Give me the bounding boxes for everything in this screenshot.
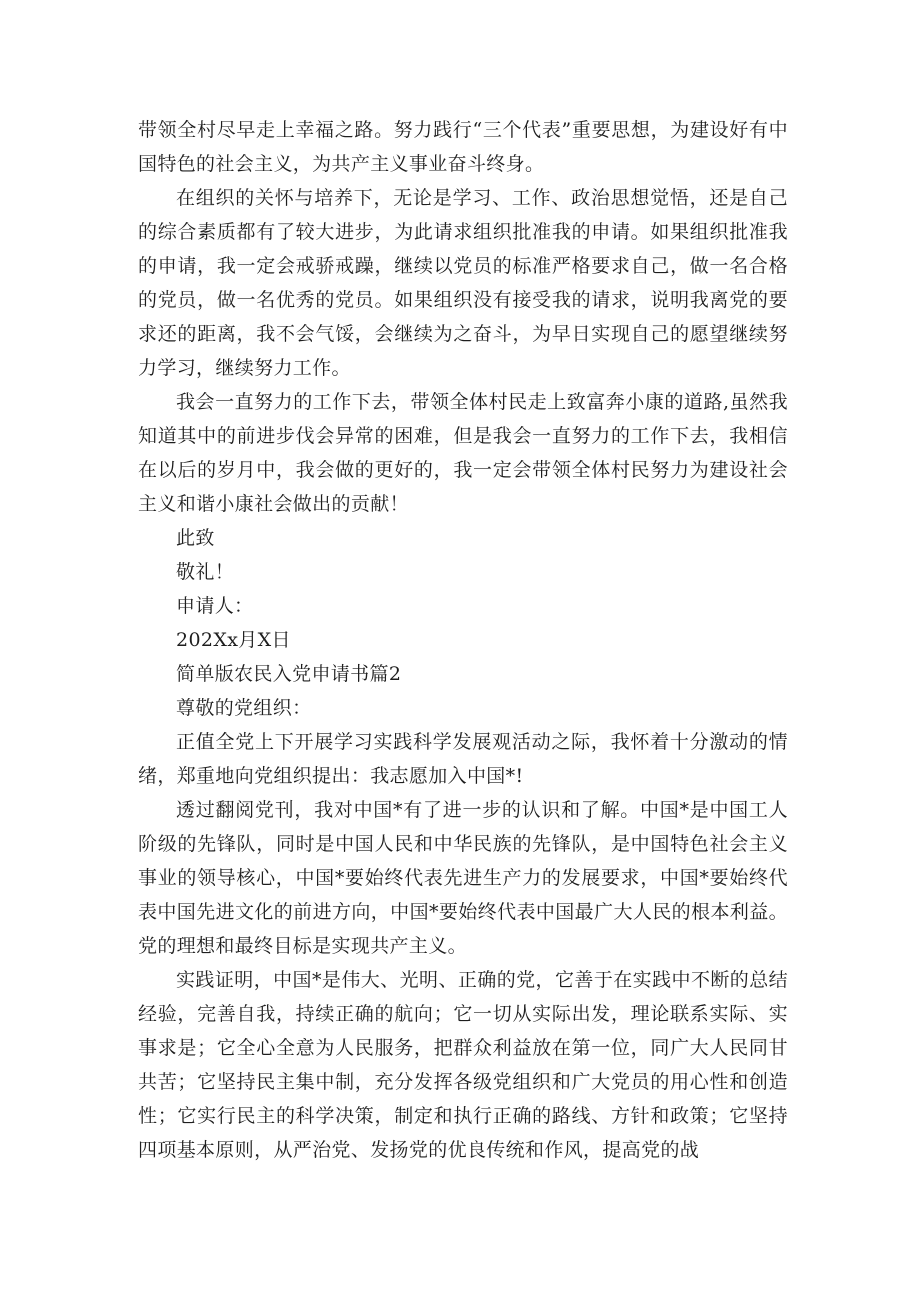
section-paragraph-3: 实践证明，中国*是伟大、光明、正确的党，它善于在实践中不断的总结经验，完善自我，持续正确的航向；它一切从实际出发，理论联系实际、实事求是；它全心全意为人民服务，把群众利益放在第一位，同广大人民同甘共苦；它坚持民主集中制，充分发挥各级党组织和广大党员的用心性和创造性；它实行民主的科学决策，制定和执行正确的路线、方针和政策；它坚持四项基本原则，从严治党、发扬党的优良传统和作风，提高党的战 xyxy=(138,969,788,1161)
paragraph-2: 在组织的关怀与培养下，无论是学习、工作、政治思想觉悟，还是自己的综合素质都有了较大进步，为此请求组织批准我的申请。如果组织批准我的申请，我一定会戒骄戒躁，继续以党员的标准严格要求自己，做一名合格的党员，做一名优秀的党员。如果组织没有接受我的请求，说明我离党的要求还的距离，我不会气馁，会继续为之奋斗，为早日实现自己的愿望继续努力学习，继续努力工作。 xyxy=(138,187,788,379)
section-greeting: 尊敬的党组织： xyxy=(176,697,312,719)
closing-salutation: 此致 xyxy=(176,527,215,549)
section-paragraph-1: 正值全党上下开展学习实践科学发展观活动之际，我怀着十分激动的情绪，郑重地向党组织提出：我志愿加入中国*! xyxy=(138,731,788,787)
document-body xyxy=(138,113,788,1167)
applicant-label: 申请人： xyxy=(176,595,254,617)
paragraph-1: 带领全村尽早走上幸福之路。努力践行“三个代表”重要思想，为建设好有中国特色的社会主义，为共产主义事业奋斗终身。 xyxy=(138,119,788,175)
closing-regards: 敬礼！ xyxy=(176,561,235,583)
section-paragraph-2: 透过翻阅党刊，我对中国*有了进一步的认识和了解。中国*是中国工人阶级的先锋队，同时是中国人民和中华民族的先锋队，是中国特色社会主义事业的领导核心，中国*要始终代表先进生产力的发展要求，中国*要始终代表中国先进文化的前进方向，中国*要始终代表中国最广大人民的根本利益。党的理想和最终目标是实现共产主义。 xyxy=(138,799,788,957)
application-date: 202Xx月X日 xyxy=(176,629,291,651)
paragraph-3: 我会一直努力的工作下去，带领全体村民走上致富奔小康的道路,虽然我知道其中的前进步伐会异常的困难，但是我会一直努力的工作下去，我相信在以后的岁月中，我会做的更好的，我一定会带领全体村民努力为建设社会主义和谐小康社会做出的贡献！ xyxy=(138,391,788,515)
section-title: 简单版农民入党申请书篇2 xyxy=(176,663,402,685)
